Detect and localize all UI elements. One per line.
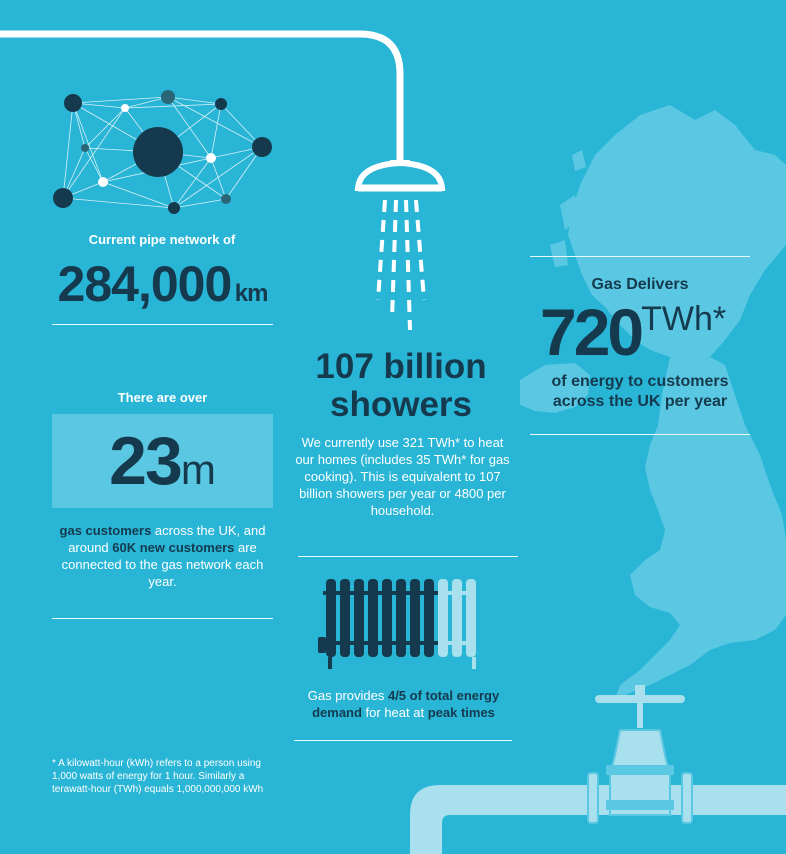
customers-intro: There are over bbox=[117, 390, 208, 405]
heat-description bbox=[296, 687, 511, 721]
delivers-label: Gas Delivers bbox=[591, 276, 689, 293]
customers-bold2: 60K new customers bbox=[112, 540, 235, 555]
pipe-network-unit: km bbox=[234, 280, 268, 307]
delivers-unit: TWh* bbox=[641, 300, 727, 338]
radiator-icon bbox=[313, 575, 488, 673]
showers-line1: 107 billion bbox=[315, 347, 487, 386]
customers-stat bbox=[52, 418, 273, 523]
customers-value: 23 bbox=[109, 423, 181, 499]
uk-map bbox=[520, 95, 786, 735]
divider bbox=[298, 556, 518, 557]
showers-line2: showers bbox=[330, 385, 472, 424]
delivers-value: 720 bbox=[540, 295, 642, 369]
customers-text1: across the UK, and around bbox=[68, 523, 266, 555]
divider bbox=[294, 740, 512, 741]
pipe-network-label: Current pipe network of bbox=[88, 232, 236, 247]
customers-unit: m bbox=[180, 446, 216, 493]
pipe-network-value: 284,000 bbox=[57, 256, 232, 312]
customers-bold1: gas customers bbox=[59, 523, 152, 538]
network-icon bbox=[45, 85, 285, 220]
heat-text2: for heat at bbox=[361, 705, 428, 720]
divider bbox=[52, 324, 273, 325]
delivers-description: of energy to customers across the UK per year bbox=[551, 373, 729, 410]
pipe-network-stat bbox=[40, 255, 285, 313]
customers-text2: are connected to the gas network each year. bbox=[61, 540, 264, 589]
divider bbox=[52, 618, 273, 619]
showers-title bbox=[290, 348, 512, 424]
heat-text1: Gas provides bbox=[307, 688, 388, 703]
heat-bold1: 4/5 of total energy demand bbox=[312, 688, 500, 720]
heat-bold2: peak times bbox=[427, 705, 495, 720]
showers-description: We currently use 321 TWh* to heat our homes (includes 35 TWh* for gas cooking). This is equivalent to 107 billion showers per year or 4800 per household. bbox=[295, 435, 510, 518]
footnote: * A kilowatt-hour (kWh) refers to a person using 1,000 watts of energy for 1 hour. Similarly a terawatt-hour (TWh) equals 1,000,000,000 kWh bbox=[52, 758, 264, 795]
divider bbox=[530, 256, 750, 257]
divider bbox=[530, 434, 750, 435]
delivers-stat bbox=[540, 292, 786, 372]
customers-description bbox=[52, 522, 273, 590]
